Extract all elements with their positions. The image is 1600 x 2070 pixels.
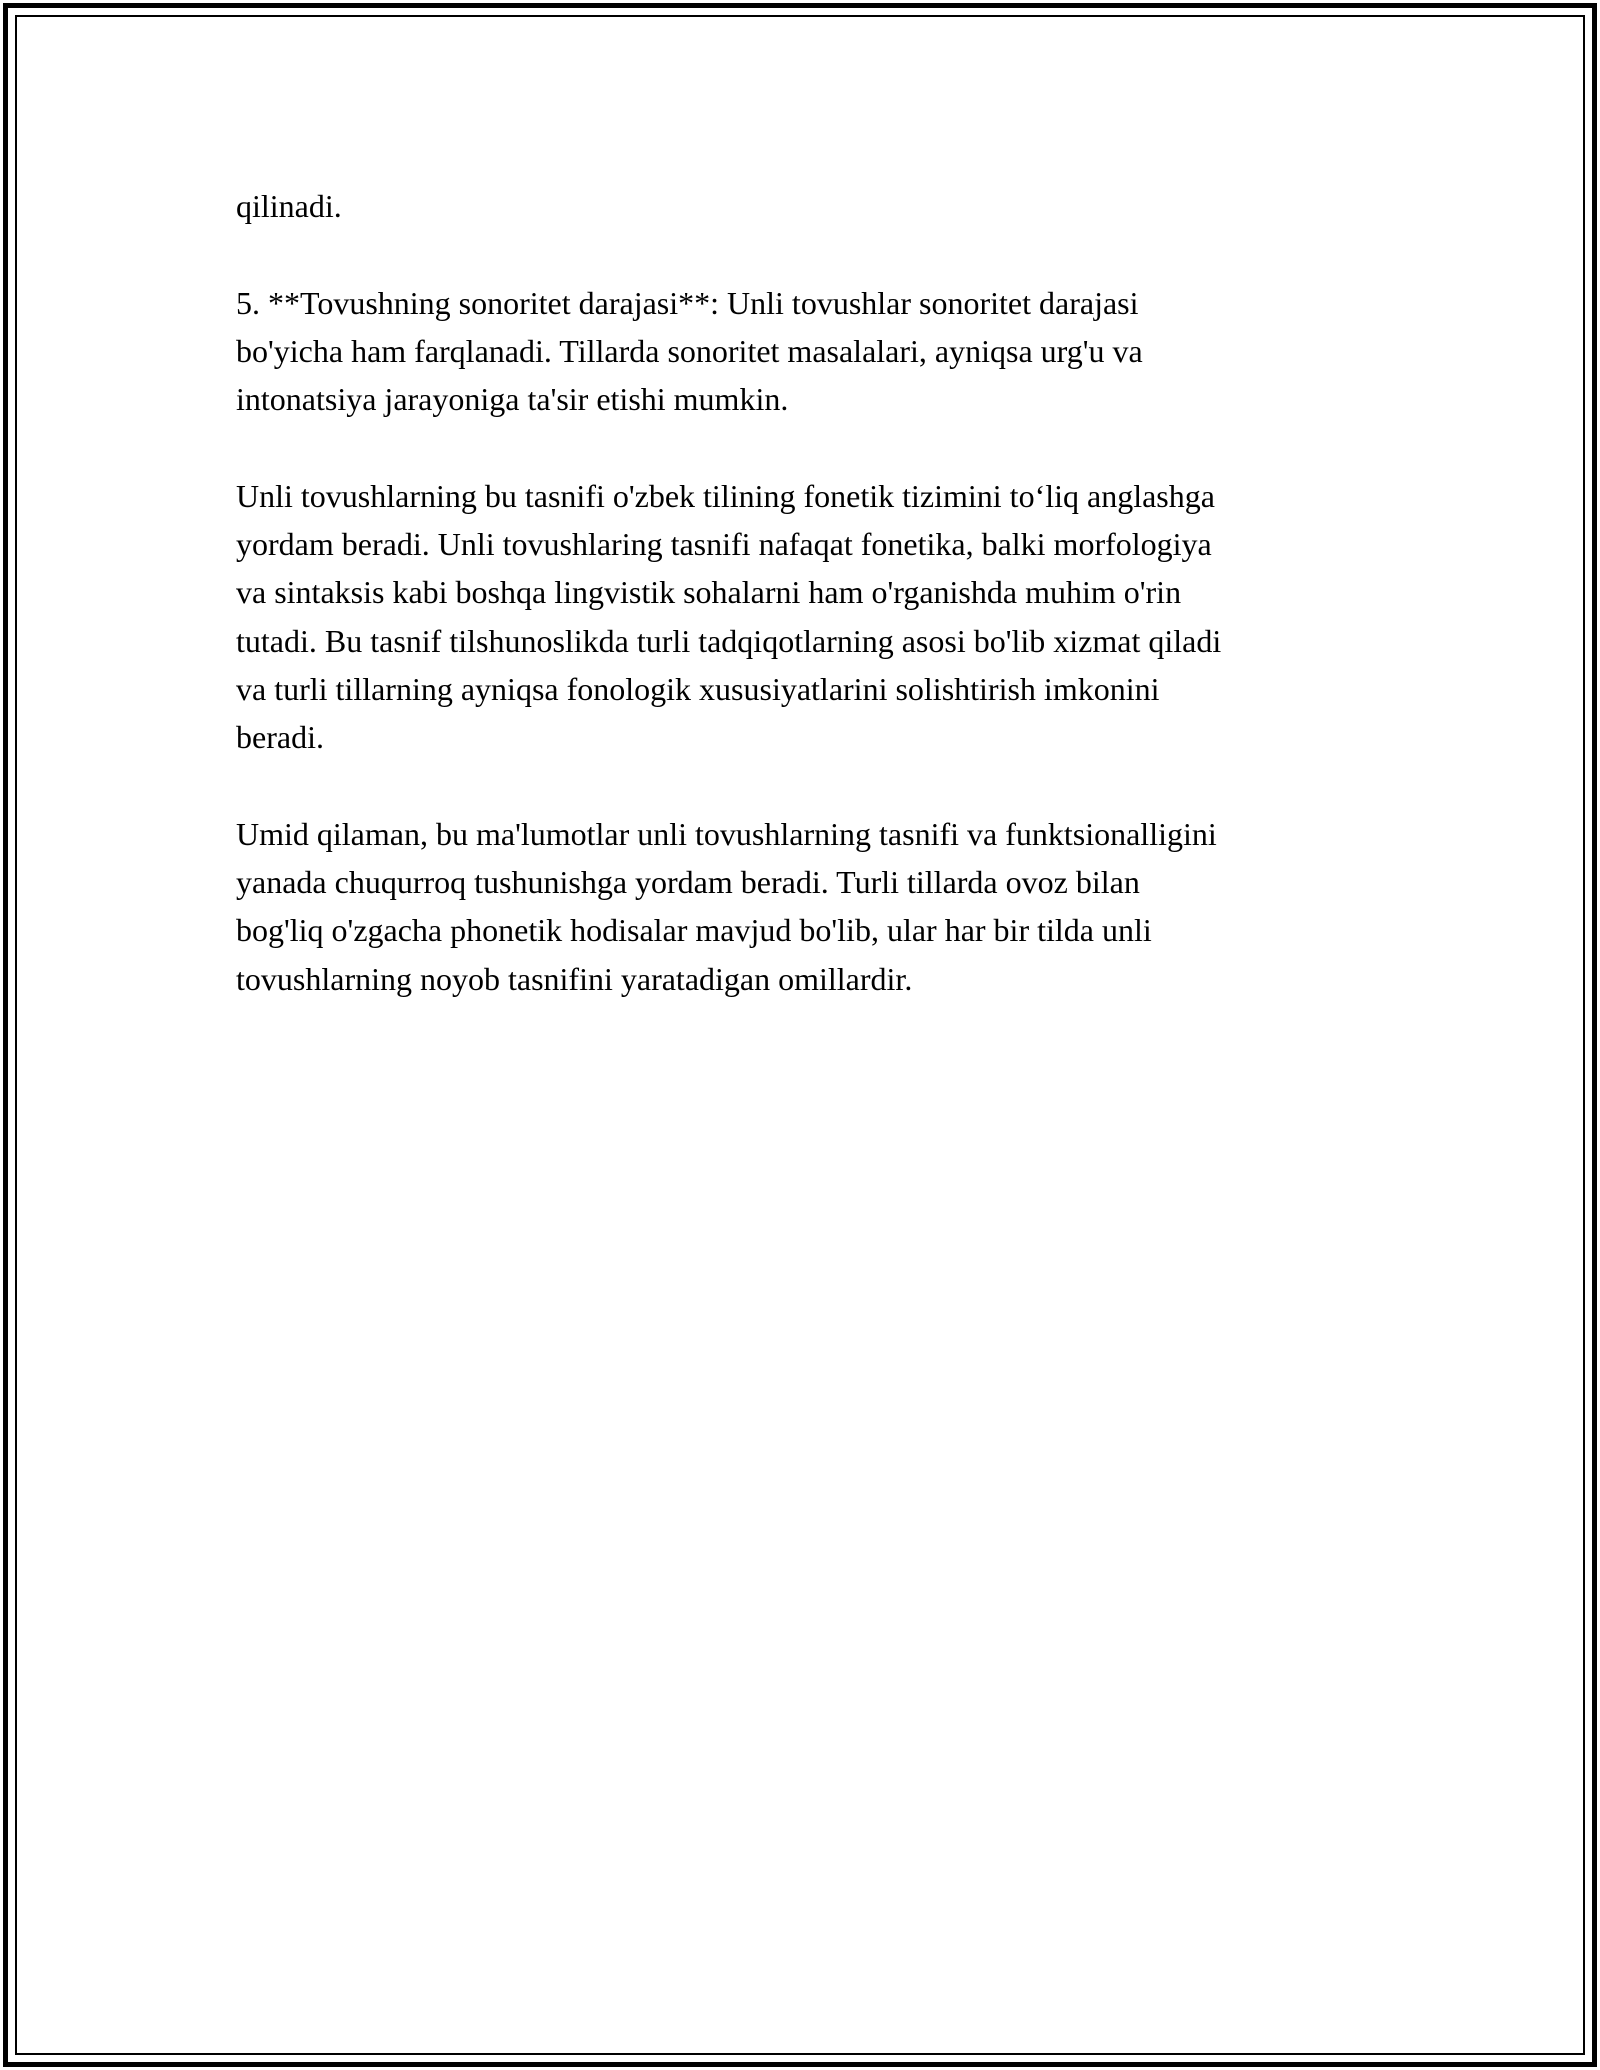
text-line: bo'yicha ham farqlanadi. Tillarda sonoritet masalalari, ayniqsa urg'u va [236, 332, 1143, 369]
paragraph-sonority [236, 279, 1376, 424]
document-body [236, 182, 1376, 1051]
text-line: yanada chuqurroq tushunishga yordam beradi. Turli tillarda ovoz bilan [236, 864, 1140, 901]
text-line: bog'liq o'zgacha phonetik hodisalar mavjud bo'lib, ular har bir tilda unli [236, 912, 1152, 949]
text-line: va sintaksis kabi boshqa lingvistik sohalarni ham o'rganishda muhim o'rin [236, 574, 1182, 611]
text-line: intonatsiya jarayoniga ta'sir etishi mumkin. [236, 381, 789, 418]
text-line: beradi. [236, 719, 324, 756]
text-line: qilinadi. [236, 188, 342, 224]
text-line: yordam beradi. Unli tovushlaring tasnifi nafaqat fonetika, balki morfologiya [236, 526, 1212, 563]
text-line: va turli tillarning ayniqsa fonologik xususiyatlarini solishtirish imkonini [236, 670, 1160, 707]
text-line: Unli tovushlarning bu tasnifi o'zbek tilining fonetik tizimini to‘liq anglashga [236, 477, 1215, 514]
paragraph-classification [236, 472, 1376, 762]
paragraph-continuation [236, 182, 1376, 230]
text-line: tutadi. Bu tasnif tilshunoslikda turli tadqiqotlarning asosi bo'lib xizmat qiladi [236, 622, 1222, 659]
text-line: 5. **Tovushning sonoritet darajasi**: Unli tovushlar sonoritet darajasi [236, 284, 1139, 321]
paragraph-conclusion [236, 810, 1376, 1003]
text-line: tovushlarning noyob tasnifini yaratadigan omillardir. [236, 960, 913, 997]
text-line: Umid qilaman, bu ma'lumotlar unli tovushlarning tasnifi va funktsionalligini [236, 815, 1217, 852]
